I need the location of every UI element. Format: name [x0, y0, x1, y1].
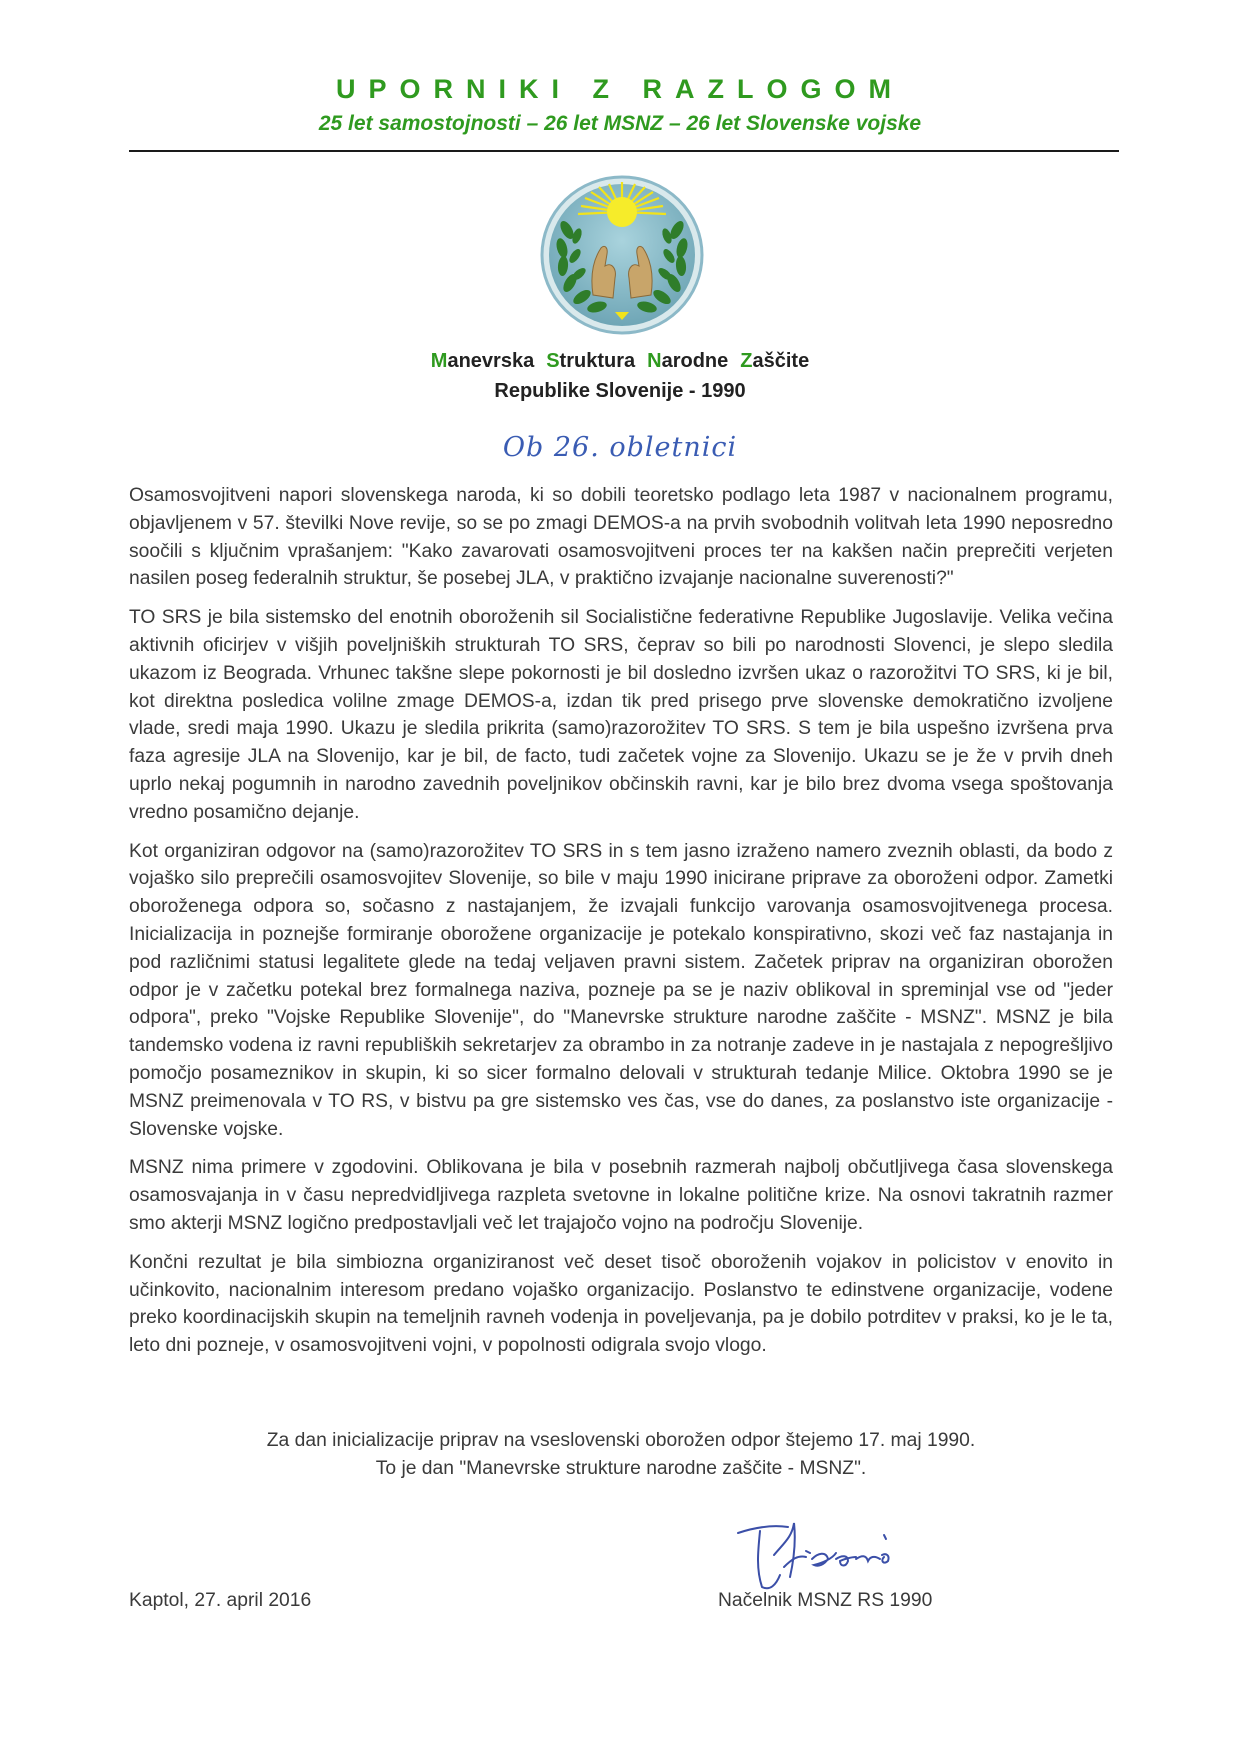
- organization-name-word: [546, 350, 635, 372]
- signer-title: Načelnik MSNZ RS 1990: [718, 1590, 933, 1611]
- msnz-emblem-icon: [535, 170, 710, 340]
- organization-name-initial: S: [546, 350, 560, 372]
- header-divider: [129, 150, 1119, 152]
- organization-name-word: [740, 350, 809, 372]
- closing-statement: [129, 1427, 1113, 1483]
- closing-line: To je dan "Manevrske strukture narodne zaščite - MSNZ".: [375, 1458, 867, 1479]
- organization-name-rest: arodne: [661, 350, 729, 372]
- organization-name-initial: Z: [740, 350, 753, 372]
- handwritten-signature-icon: [736, 1515, 906, 1595]
- organization-country: Republike Slovenije - 1990: [494, 380, 746, 402]
- document-body: [129, 482, 1113, 1371]
- body-paragraph: TO SRS je bila sistemsko del enotnih oboroženih sil Socialistične federativne Republike Jugoslavije. Velika večina aktivnih oficirjev v višjih poveljniških strukturah TO SRS, čeprav so bili po narodnosti Slovenci, je slepo sledila ukazom iz Beograda. Vrhunec takšne slepe pokornosti je bil dosledno izvršen ukaz o razorožitvi TO SRS, ki je bil, kot direktna posledica volilne zmage DEMOS-a, izdan tik pred prisego prve slovenske demokratično izvoljene vlade, sredi maja 1990. Ukazu je sledila prikrita (samo)razorožitev TO SRS. S tem je bila uspešno izvršena prva faza agresije JLA na Slovenijo, kar je bil, de facto, tudi začetek vojne za Slovenijo. Ukazu se je že v prvih dneh uprlo nekaj pogumnih in narodno zavednih poveljnikov občinskih ravni, kar je bilo brez dvoma vsega spoštovanja vredno posamično dejanje.: [129, 607, 1113, 823]
- body-paragraph: Osamosvojitveni napori slovenskega naroda, ki so dobili teoretsko podlago leta 1987 v nacionalnem programu, objavljenem v 57. številki Nove revije, so se po zmagi DEMOS-a na prvih svobodnih volitvah leta 1990 neposredno soočili s ključnim vprašanjem: "Kako zavarovati osamosvojitveni proces ter na kakšen način preprečiti verjeten nasilen poseg federalnih struktur, še posebej JLA, v praktično izvajanje nacionalne suverenosti?": [129, 485, 1113, 590]
- body-paragraph: MSNZ nima primere v zgodovini. Oblikovana je bila v posebnih razmerah najbolj občutljivega časa slovenskega osamosvajanja in v času nepredvidljivega razpleta svetovne in lokalne politične krize. Na osnovi takratnih razmer smo akterji MSNZ logično predpostavljali več let trajajočo vojno na področju Slovenije.: [129, 1157, 1113, 1234]
- organization-name-rest: truktura: [559, 350, 636, 372]
- body-paragraph: Končni rezultat je bila simbiozna organiziranost več deset tisoč oboroženih vojakov in policistov v enovito in učinkovito, nacionalnim interesom predano vojaško organizacijo. Poslanstvo te edinstvene organizacije, vodene preko koordinacijskih skupin na temeljnih ravneh vodenja in poveljevanja, pa je dobilo potrditev v praksi, ko je le ta, leto dni pozneje, v osamosvojitveni vojni, v popolnosti odigrala svojo vlogo.: [129, 1251, 1113, 1357]
- organization-name-word: [431, 350, 534, 372]
- closing-line: Za dan inicializacije priprav na vseslovenski oborožen odpor štejemo 17. maj 1990.: [266, 1430, 976, 1451]
- organization-name-initial: M: [430, 350, 448, 372]
- organization-name: [0, 350, 1240, 373]
- organization-name-rest: anevrska: [447, 350, 535, 372]
- document-title: UPORNIKI Z RAZLOGOM: [336, 74, 904, 104]
- place-date: Kaptol, 27. april 2016: [129, 1590, 312, 1611]
- organization-name-rest: aščite: [752, 350, 810, 372]
- organization-name-word: [647, 350, 728, 372]
- occasion-heading: Ob 26. obletnici: [502, 432, 738, 463]
- document-subtitle: 25 let samostojnosti – 26 let MSNZ – 26 let Slovenske vojske: [318, 112, 922, 135]
- body-paragraph: Kot organiziran odgovor na (samo)razorožitev TO SRS in s tem jasno izraženo namero zveznih oblasti, da bodo z vojaško silo preprečili osamosvojitev Slovenije, so bile v maju 1990 inicirane priprave za oboroženi odpor. Zametki oboroženega odpora so, sočasno z nastajanjem, že izvajali funkcijo varovanja osamosvojitvenega procesa. Inicializacija in poznejše formiranje oborožene organizacije je potekalo konspirativno, skozi več faz nastajanja in pod različnimi statusi legalitete glede na tedaj veljaven pravni sistem. Začetek priprav na organiziran oborožen odpor je v začetku potekal brez formalnega naziva, pozneje pa se je naziv oblikoval in spreminjal vse od "jeder odpora", preko "Vojske Republike Slovenije", do "Manevrske strukture narodne zaščite - MSNZ". MSNZ je bila tandemsko vodena iz ravni republiških sekretarjev za obrambo in za notranje zadeve in je nastajala z nepogrešljivo pomočjo posameznikov in skupin, ki so sicer formalno delovali v strukturah tedanje Milice. Oktobra 1990 se je MSNZ preimenovala v TO RS, v bistvu pa gre sistemsko ves čas, vse do danes, za poslanstvo iste organizacije - Slovenske vojske.: [129, 840, 1113, 1140]
- organization-name-initial: N: [647, 350, 662, 372]
